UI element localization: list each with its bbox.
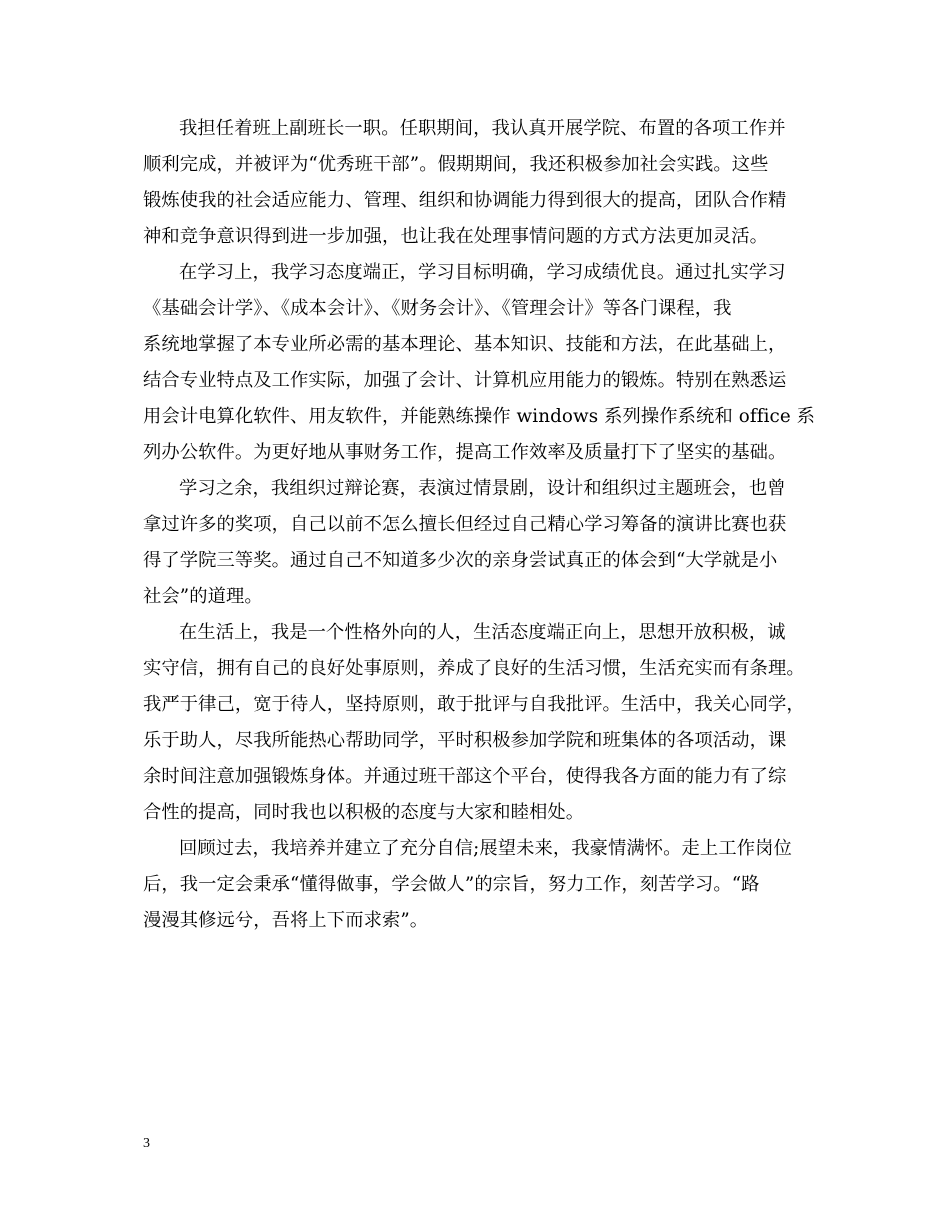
text-line: 学习之余，我组织过辩论赛，表演过情景剧，设计和组织过主题班会，也曾: [179, 478, 786, 499]
text-line: 后，我一定会秉承“懂得做事，学会做人”的宗旨，努力工作，刻苦学习。“路: [143, 874, 760, 895]
text-line: 实守信，拥有自己的良好处事原则，养成了良好的生活习惯，生活充实而有条理。: [143, 658, 805, 679]
page-number: 3: [143, 1136, 150, 1151]
text-line: 在生活上，我是一个性格外向的人，生活态度端正向上，思想开放积极，诚: [179, 622, 786, 643]
text-line: 社会”的道理。: [143, 586, 263, 607]
text-line: 锻炼使我的社会适应能力、管理、组织和协调能力得到很大的提高，团队合作精: [143, 190, 787, 211]
text-line: 系统地掌握了本专业所必需的基本理论、基本知识、技能和方法，在此基础上，: [143, 334, 787, 355]
text-line: 列办公软件。为更好地从事财务工作，提高工作效率及质量打下了坚实的基础。: [143, 442, 787, 463]
text-line: 顺利完成，并被评为“优秀班干部”。假期期间，我还积极参加社会实践。这些: [143, 154, 769, 175]
text-line: 回顾过去，我培养并建立了充分自信;展望未来，我豪情满怀。走上工作岗位: [179, 838, 792, 859]
text-line: 漫漫其修远兮，吾将上下而求索”。: [143, 910, 429, 931]
text-line: 拿过许多的奖项，自己以前不怎么擅长但经过自己精心学习筹备的演讲比赛也获: [143, 514, 787, 535]
text-line: 用会计电算化软件、用友软件，并能熟练操作 windows 系列操作系统和 office 系: [143, 406, 816, 427]
text-line: 《基础会计学》、《成本会计》、《财务会计》、《管理会计》等各门课程，我: [143, 298, 732, 319]
text-line: 得了学院三等奖。通过自己不知道多少次的亲身尝试真正的体会到“大学就是小: [143, 550, 778, 571]
text-line: 在学习上，我学习态度端正，学习目标明确，学习成绩优良。通过扎实学习: [179, 262, 786, 283]
text-line: 乐于助人，尽我所能热心帮助同学，平时积极参加学院和班集体的各项活动，课: [143, 730, 787, 751]
text-line: 我严于律己，宽于待人，坚持原则，敢于批评与自我批评。生活中，我关心同学，: [143, 694, 805, 715]
text-line: 结合专业特点及工作实际，加强了会计、计算机应用能力的锻炼。特别在熟悉运: [143, 370, 787, 391]
text-line: 我担任着班上副班长一职。任职期间，我认真开展学院、布置的各项工作并: [179, 118, 786, 139]
text-line: 神和竞争意识得到进一步加强，也让我在处理事情问题的方式方法更加灵活。: [143, 226, 768, 247]
text-line: 合性的提高，同时我也以积极的态度与大家和睦相处。: [143, 802, 585, 823]
text-line: 余时间注意加强锻炼身体。并通过班干部这个平台，使得我各方面的能力有了综: [143, 766, 787, 787]
